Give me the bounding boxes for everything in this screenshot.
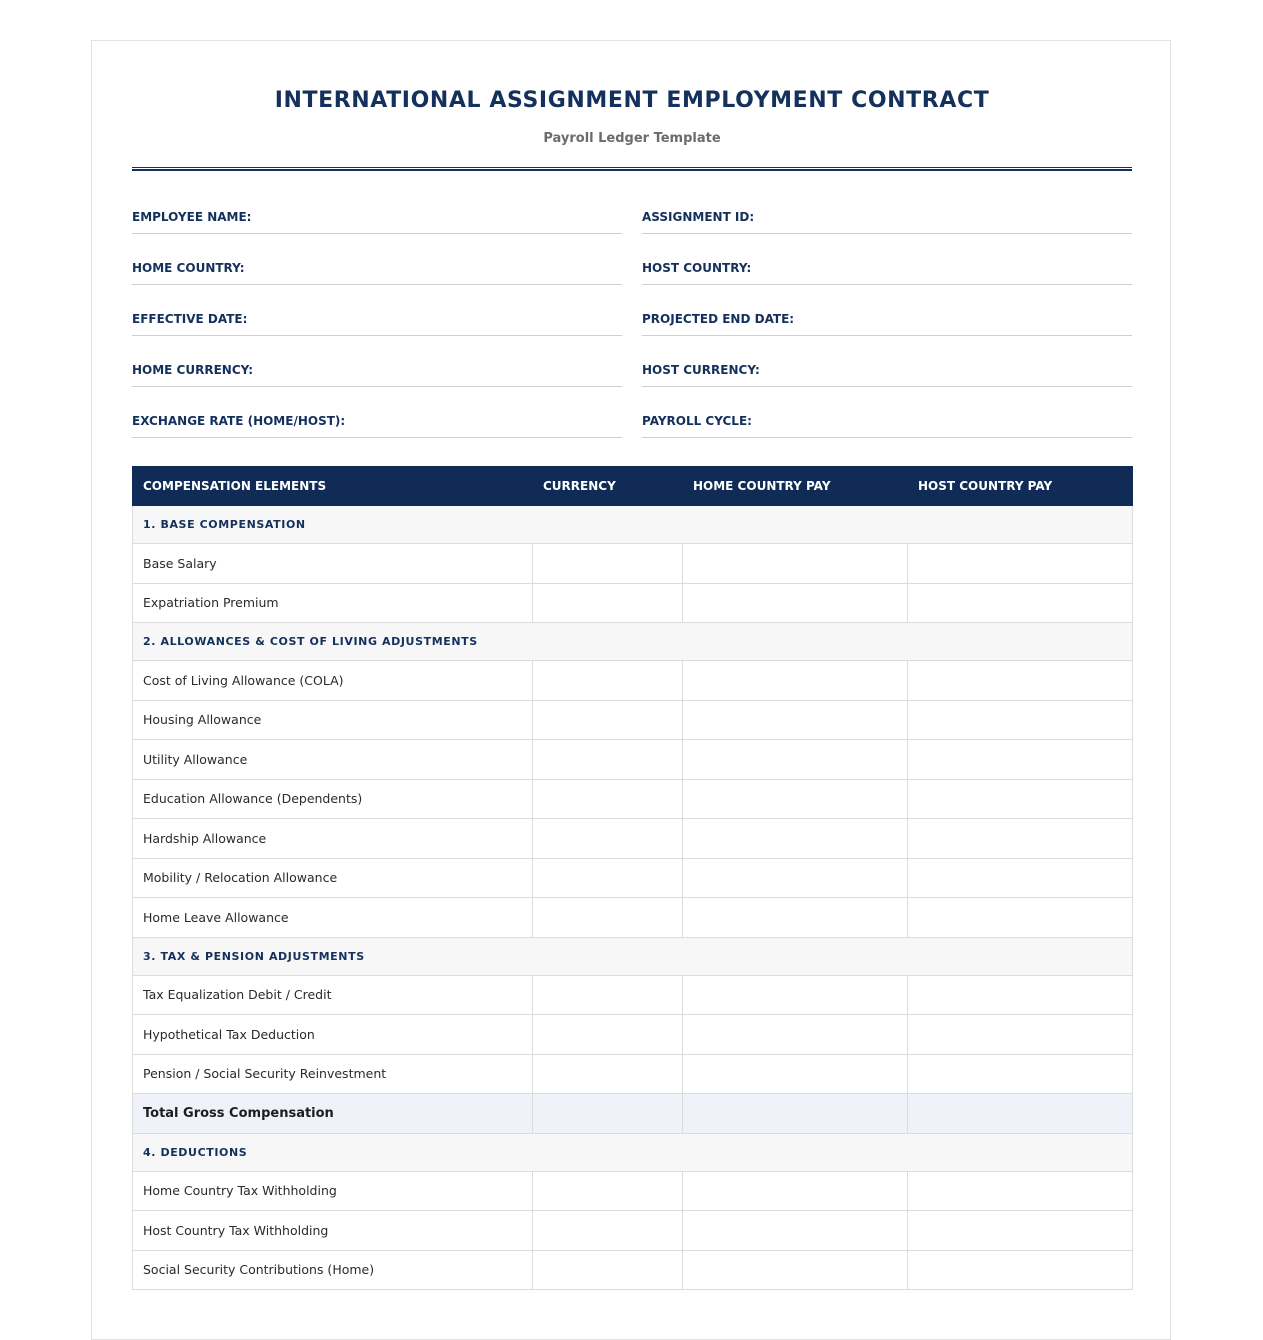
document-subtitle: Payroll Ledger Template: [543, 131, 721, 146]
table-header-row: [133, 467, 1133, 506]
field-label: EXCHANGE RATE (HOME/HOST):: [132, 414, 346, 428]
field-label: HOME COUNTRY:: [132, 261, 245, 275]
home-pay-cell[interactable]: [683, 1094, 908, 1134]
table-row: [133, 858, 1133, 898]
effective-date-field[interactable]: [132, 311, 622, 336]
host-pay-cell[interactable]: [908, 898, 1133, 938]
host-pay-cell[interactable]: [908, 1094, 1133, 1134]
home-pay-cell[interactable]: [683, 779, 908, 819]
row-label: Utility Allowance: [133, 740, 533, 780]
table-row: [133, 1171, 1133, 1211]
table-row: [133, 544, 1133, 584]
header-currency: CURRENCY: [533, 467, 683, 506]
field-label: ASSIGNMENT ID:: [642, 210, 755, 224]
table-row: [133, 975, 1133, 1015]
table-row: [133, 700, 1133, 740]
row-label: Social Security Contributions (Home): [133, 1250, 533, 1290]
table-row: [133, 898, 1133, 938]
currency-cell[interactable]: [533, 661, 683, 701]
home-pay-cell[interactable]: [683, 1171, 908, 1211]
home-pay-cell[interactable]: [683, 819, 908, 859]
host-pay-cell[interactable]: [908, 1250, 1133, 1290]
currency-cell[interactable]: [533, 819, 683, 859]
document-page: [91, 40, 1171, 1340]
home-pay-cell[interactable]: [683, 740, 908, 780]
host-pay-cell[interactable]: [908, 819, 1133, 859]
section-label: 1. BASE COMPENSATION: [133, 506, 1133, 544]
host-currency-field[interactable]: [642, 362, 1132, 387]
field-label: HOST COUNTRY:: [642, 261, 752, 275]
row-label: Housing Allowance: [133, 700, 533, 740]
home-pay-cell[interactable]: [683, 1054, 908, 1094]
host-pay-cell[interactable]: [908, 740, 1133, 780]
row-label: Pension / Social Security Reinvestment: [133, 1054, 533, 1094]
home-pay-cell[interactable]: [683, 898, 908, 938]
host-pay-cell[interactable]: [908, 1054, 1133, 1094]
row-label: Host Country Tax Withholding: [133, 1211, 533, 1251]
currency-cell[interactable]: [533, 740, 683, 780]
currency-cell[interactable]: [533, 858, 683, 898]
total-label: Total Gross Compensation: [133, 1094, 533, 1134]
row-label: Home Country Tax Withholding: [133, 1171, 533, 1211]
header-host-country-pay: HOST COUNTRY PAY: [908, 467, 1133, 506]
host-pay-cell[interactable]: [908, 975, 1133, 1015]
currency-cell[interactable]: [533, 779, 683, 819]
total-row: [133, 1094, 1133, 1134]
row-label: Base Salary: [133, 544, 533, 584]
section-row: [133, 506, 1133, 544]
header-compensation-elements: COMPENSATION ELEMENTS: [133, 467, 533, 506]
currency-cell[interactable]: [533, 1211, 683, 1251]
compensation-table: [132, 466, 1133, 1290]
host-country-field[interactable]: [642, 260, 1132, 285]
row-label: Hypothetical Tax Deduction: [133, 1015, 533, 1055]
host-pay-cell[interactable]: [908, 661, 1133, 701]
table-row: [133, 583, 1133, 623]
currency-cell[interactable]: [533, 544, 683, 584]
field-label: HOST CURRENCY:: [642, 363, 760, 377]
row-label: Expatriation Premium: [133, 583, 533, 623]
field-label: EFFECTIVE DATE:: [132, 312, 248, 326]
section-label: 3. TAX & PENSION ADJUSTMENTS: [133, 937, 1133, 975]
home-pay-cell[interactable]: [683, 544, 908, 584]
home-pay-cell[interactable]: [683, 975, 908, 1015]
field-label: HOME CURRENCY:: [132, 363, 254, 377]
table-row: [133, 819, 1133, 859]
row-label: Home Leave Allowance: [133, 898, 533, 938]
employee-name-field[interactable]: [132, 209, 622, 234]
table-row: [133, 779, 1133, 819]
row-label: Hardship Allowance: [133, 819, 533, 859]
currency-cell[interactable]: [533, 700, 683, 740]
currency-cell[interactable]: [533, 583, 683, 623]
host-pay-cell[interactable]: [908, 1171, 1133, 1211]
home-pay-cell[interactable]: [683, 1250, 908, 1290]
section-row: [133, 623, 1133, 661]
row-label: Cost of Living Allowance (COLA): [133, 661, 533, 701]
section-row: [133, 937, 1133, 975]
host-pay-cell[interactable]: [908, 583, 1133, 623]
section-label: 2. ALLOWANCES & COST OF LIVING ADJUSTMENTS: [133, 623, 1133, 661]
home-pay-cell[interactable]: [683, 1211, 908, 1251]
host-pay-cell[interactable]: [908, 544, 1133, 584]
currency-cell[interactable]: [533, 898, 683, 938]
home-country-field[interactable]: [132, 260, 622, 285]
field-label: PROJECTED END DATE:: [642, 312, 795, 326]
host-pay-cell[interactable]: [908, 858, 1133, 898]
host-pay-cell[interactable]: [908, 700, 1133, 740]
field-label: EMPLOYEE NAME:: [132, 210, 252, 224]
currency-cell[interactable]: [533, 975, 683, 1015]
table-row: [133, 740, 1133, 780]
home-pay-cell[interactable]: [683, 1015, 908, 1055]
row-label: Tax Equalization Debit / Credit: [133, 975, 533, 1015]
row-label: Mobility / Relocation Allowance: [133, 858, 533, 898]
currency-cell[interactable]: [533, 1054, 683, 1094]
home-pay-cell[interactable]: [683, 858, 908, 898]
title-divider: [132, 167, 1132, 171]
host-pay-cell[interactable]: [908, 1211, 1133, 1251]
currency-cell[interactable]: [533, 1171, 683, 1211]
home-currency-field[interactable]: [132, 362, 622, 387]
table-row: [133, 1054, 1133, 1094]
assignment-id-field[interactable]: [642, 209, 1132, 234]
projected-end-date-field[interactable]: [642, 311, 1132, 336]
row-label: Education Allowance (Dependents): [133, 779, 533, 819]
table-row: [133, 1250, 1133, 1290]
host-pay-cell[interactable]: [908, 1015, 1133, 1055]
header-home-country-pay: HOME COUNTRY PAY: [683, 467, 908, 506]
payroll-cycle-field[interactable]: [642, 413, 1132, 438]
home-pay-cell[interactable]: [683, 583, 908, 623]
field-label: PAYROLL CYCLE:: [642, 414, 752, 428]
currency-cell[interactable]: [533, 1094, 683, 1134]
home-pay-cell[interactable]: [683, 661, 908, 701]
currency-cell[interactable]: [533, 1015, 683, 1055]
section-label: 4. DEDUCTIONS: [133, 1133, 1133, 1171]
table-row: [133, 661, 1133, 701]
table-row: [133, 1015, 1133, 1055]
currency-cell[interactable]: [533, 1250, 683, 1290]
home-pay-cell[interactable]: [683, 700, 908, 740]
document-title: INTERNATIONAL ASSIGNMENT EMPLOYMENT CONTRACT: [274, 88, 990, 113]
host-pay-cell[interactable]: [908, 779, 1133, 819]
exchange-rate-field[interactable]: [132, 413, 622, 438]
table-row: [133, 1211, 1133, 1251]
section-row: [133, 1133, 1133, 1171]
